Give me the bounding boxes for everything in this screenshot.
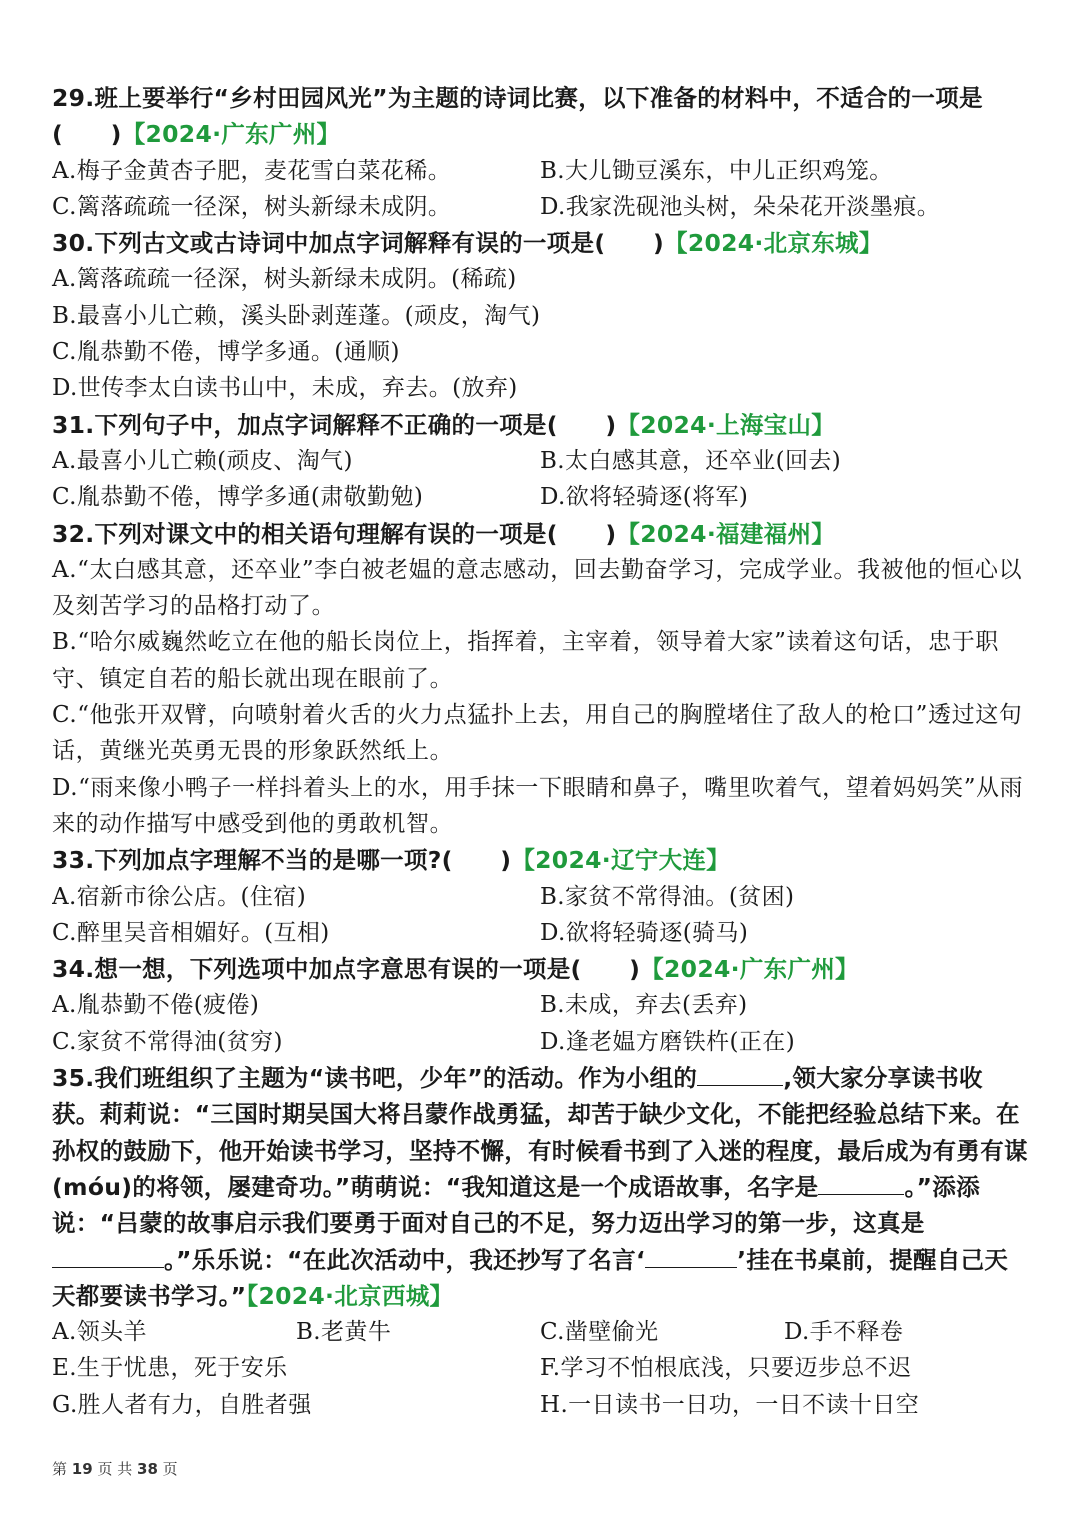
option-a: A.篱落疏疏一径深，树头新绿未成阴。(稀疏): [52, 266, 517, 293]
question-34-options-row-2: [52, 1024, 1028, 1060]
question-30-stem: 30.下列古文或古诗词中加点字词解释有误的一项是( )【2024·北京东城】: [52, 229, 883, 258]
option-c: C.家贫不常得油(贫穷): [52, 1028, 283, 1055]
answer-blank-3: [52, 1243, 164, 1268]
option-a: A.“太白感其意，还卒业”李白被老媪的意志感动，回去勤奋学习，完成学业。我被他的恒心以及刻苦学习的品格打动了。: [52, 556, 1023, 620]
question-35-options-row-1: [52, 1314, 1028, 1350]
question-29-source: 【2024·广东广州】: [121, 120, 341, 149]
option-a: A.胤恭勤不倦(疲倦): [52, 992, 260, 1019]
option-a: A.领头羊: [52, 1319, 147, 1346]
option-b: B.老黄牛: [296, 1319, 392, 1346]
question-31-options-row-1: [52, 443, 1028, 479]
page-footer: 第 19 页 共 38 页: [52, 1460, 178, 1478]
question-31-source: 【2024·上海宝山】: [616, 410, 836, 439]
question-34-source: 【2024·广东广州】: [640, 955, 859, 984]
question-34-stem: 34.想一想，下列选项中加点字意思有误的一项是( )【2024·广东广州】: [52, 955, 859, 984]
answer-blank-2: [818, 1170, 904, 1195]
question-31-options-row-2: [52, 479, 1028, 515]
option-f: F.学习不怕根底浅，只要迈步总不迟: [540, 1355, 912, 1382]
answer-blank-1: [697, 1061, 783, 1086]
question-33-options-row-2: [52, 915, 1028, 951]
option-b: B.太白感其意，还卒业(回去): [540, 447, 842, 474]
option-c: C.篱落疏疏一径深，树头新绿未成阴。: [52, 193, 452, 220]
option-c: C.“他张开双臂，向喷射着火舌的火力点猛扑上去，用自己的胸膛堵住了敌人的枪口”透过这句话，黄继光英勇无畏的形象跃然纸上。: [52, 702, 1023, 765]
option-c: C.胤恭勤不倦，博学多通。(通顺): [52, 339, 400, 366]
option-d: D.世传李太白读书山中，未成，弃去。(放弃): [52, 375, 518, 402]
option-c: C.凿壁偷光: [540, 1319, 659, 1346]
answer-blank-4: [645, 1243, 737, 1268]
option-c: C.胤恭勤不倦，博学多通(肃敬勤勉): [52, 484, 424, 511]
question-29-stem: 29.班上要举行“乡村田园风光”为主题的诗词比赛，以下准备的材料中，不适合的一项是( )【2024·广东广州】: [52, 84, 983, 149]
current-page-number: 19: [71, 1460, 93, 1478]
question-30-source: 【2024·北京东城】: [664, 229, 883, 258]
document-page: [52, 80, 1028, 1423]
question-31-stem: 31.下列句子中，加点字词解释不正确的一项是( )【2024·上海宝山】: [52, 410, 836, 439]
question-29-options-row-1: [52, 153, 1028, 189]
question-32-source: 【2024·福建福州】: [616, 519, 836, 548]
question-29-options-row-2: [52, 189, 1028, 225]
option-b: B.“哈尔威巍然屹立在他的船长岗位上，指挥着，主宰着，领导着大家”读着这句话，忠于职守、镇定自若的船长就出现在眼前了。: [52, 629, 999, 692]
option-h: H.一日读书一日功，一日不读十日空: [540, 1391, 920, 1418]
option-b: B.家贫不常得油。(贫困): [540, 883, 795, 910]
question-34-options-row-1: [52, 987, 1028, 1023]
option-a: A.梅子金黄杏子肥，麦花雪白菜花稀。: [52, 157, 452, 184]
option-d: D.我家洗砚池头树，朵朵花开淡墨痕。: [540, 193, 941, 220]
option-d: D.欲将轻骑逐(将军): [540, 484, 749, 511]
option-d: D.逢老媪方磨铁杵(正在): [540, 1028, 796, 1055]
question-33-options-row-1: [52, 879, 1028, 915]
question-33-stem: 33.下列加点字理解不当的是哪一项?( )【2024·辽宁大连】: [52, 846, 730, 875]
total-page-number: 38: [137, 1460, 158, 1478]
question-35-options-row-2: [52, 1350, 1028, 1386]
question-32-stem: 32.下列对课文中的相关语句理解有误的一项是( )【2024·福建福州】: [52, 519, 836, 548]
option-e: E.生于忧患，死于安乐: [52, 1355, 288, 1382]
option-c: C.醉里吴音相媚好。(互相): [52, 919, 330, 946]
question-35-source: 【2024·北京西城】: [246, 1281, 454, 1310]
option-d: D.手不释卷: [784, 1319, 904, 1346]
option-g: G.胜人者有力，自胜者强: [52, 1391, 312, 1418]
option-b: B.未成，弃去(丢弃): [540, 992, 748, 1019]
question-33-source: 【2024·辽宁大连】: [511, 846, 730, 875]
question-35-stem: 35.我们班组织了主题为“读书吧，少年”的活动。作为小组的 ,领大家分享读书收获。莉莉说：“三国时期吴国大将吕蒙作战勇猛，却苦于缺少文化，不能把经验总结下来。在孙权的鼓励下，他开始读书学习，坚持不懈，有时候看书到了入迷的程度，最后成为有勇有谋(móu)的将领，屡建奇功。”萌萌说：“我知道这是一个成语故事，名字是 。”添添说：“吕蒙的故事启示我们要勇于面对自己的不足，努力迈出学习的第一步，这真是。”乐乐说：“在此次活动中，我还抄写了名言‘ ’挂在书桌前，提醒自己天天都要读书学习。”【2024·北京西城】: [52, 1060, 1028, 1314]
option-d: D.欲将轻骑逐(骑马): [540, 919, 749, 946]
option-a: A.宿新市徐公店。(住宿): [52, 883, 307, 910]
option-a: A.最喜小儿亡赖(顽皮、淘气): [52, 447, 353, 474]
option-b: B.最喜小儿亡赖，溪头卧剥莲蓬。(顽皮，淘气): [52, 302, 541, 329]
question-35-options-row-3: [52, 1387, 1028, 1423]
option-d: D.“雨来像小鸭子一样抖着头上的水，用手抹一下眼睛和鼻子，嘴里吹着气，望着妈妈笑”从雨来的动作描写中感受到他的勇敢机智。: [52, 774, 1024, 837]
option-b: B.大儿锄豆溪东，中儿正织鸡笼。: [540, 157, 893, 184]
